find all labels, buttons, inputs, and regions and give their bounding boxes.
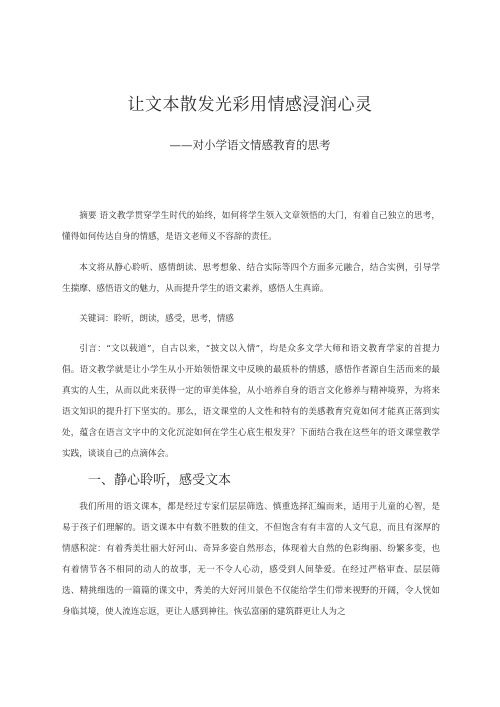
overview-paragraph: 本文将从静心聆听、感情朗读、思考想象、结合实际等四个方面多元融合，结合实例，引导学生揣摩、感悟语文的魅力，从而提升学生的语文素养，感悟人生真谛。: [62, 263, 440, 294]
introduction-paragraph: 引言：“文以载道”，自古以来，“披文以入情”，均是众多文学大师和语文教育学家的首提力倡。语文教学就是让小学生从小开始领悟课文中反映的最质朴的情感，感悟作者源自生活而来的最真实的人生，从而以此来获得一定的审美体验，从小培养自身的语言文化修养与精神境界，为将来语文知识的提升打下坚实的。那么，语文课堂的人文性和特有的美感教育究竟如何才能真正落到实处，蕴含在语言文字中的文化沉淀如何在学生心底生根发芽？下面结合我在这些年的语文课堂教学实践，谈谈自己的点滴体会。: [62, 344, 440, 459]
document-title: 让文本散发光彩用情感浸润心灵: [127, 95, 373, 115]
document-subtitle: ——对小学语文情感教育的思考: [169, 138, 331, 152]
keywords-paragraph: 关键词：聆听，朗读，感受，思考，情感: [79, 314, 234, 324]
abstract-paragraph: 摘要 语文教学贯穿学生时代的始终，如何将学生领入文章领悟的大门，有着自己独立的思考，懂得如何传达自身的情感，是语文老师义不容辞的责任。: [62, 211, 440, 242]
section-heading: 一、静心聆听，感受文本: [88, 473, 232, 488]
section-paragraph: 我们所用的语文课本，都是经过专家们层层筛选、慎重选择汇编而来，适用于儿童的心智，是易于孩子们理解的。语文课本中有数不胜数的佳文，不但饱含有有丰富的人文气息，而且有深厚的情感积淀：有着秀美壮丽大好河山、奇异多姿自然形态，体现着大自然的色彩绚丽、纷繁多变，也有着情节各不相同的动人的故事，无一不令人心动，感受到人间挚爱。在经过严格审查、层层筛选、精挑细选的一篇篇的课文中，秀美的大好河川景色不仅能给学生们带来视野的开阔，令人恍如身临其境，使人流连忘返，更让人感到神往。恢弘富丽的建筑群更让人为之: [62, 502, 440, 617]
